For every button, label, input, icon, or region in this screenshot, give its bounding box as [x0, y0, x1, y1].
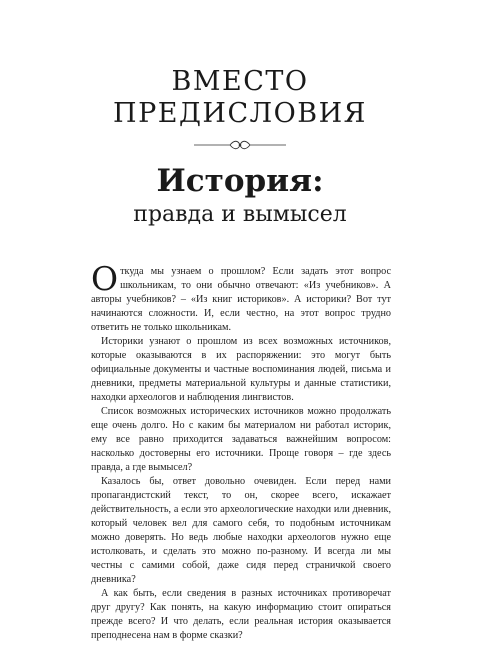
- paragraph-1-text: ткуда мы узнаем о прошлом? Если задать этот вопрос школьникам, то они обычно отвечают: «Из учебников». А авторы учебников? – «Из книг историков». А историки? Вот тут начинаются сложности. И, если честно, на этот вопрос трудно ответить не только школьникам.: [91, 266, 391, 333]
- paragraph-3: Список возможных исторических источников можно продолжать еще очень долго. Но с каким бы материалом ни работал историк, ему все равно приходится задаваться важнейшим вопросом: насколько достоверны его источники. Проще говоря – где здесь правда, а где вымысел?: [91, 406, 391, 473]
- body-text: [91, 259, 391, 643]
- section-title: История:: [156, 163, 324, 199]
- ornament-divider-icon: [194, 139, 286, 151]
- chapter-label-line1: ВМЕСТО: [171, 66, 309, 97]
- section-subtitle: правда и вымысел: [133, 202, 347, 227]
- paragraph-5: А как быть, если сведения в разных источниках противоречат друг другу? Как понять, на какую информацию стоит опираться прежде всего? И что делать, если реальная история оказывается преподнесена нам в форме сказки?: [91, 588, 391, 641]
- chapter-heading: [0, 66, 480, 229]
- paragraph-1: [91, 259, 391, 335]
- chapter-label-line2: ПРЕДИСЛОВИЯ: [113, 98, 367, 129]
- paragraph-4: Казалось бы, ответ довольно очевиден. Если перед нами пропагандистский текст, то он, скорее всего, искажает действительность, а если это археологические находки или дневник, который человек вел для самого себя, то подобным источникам можно доверять. Но ведь любые находки археологов нужно еще истолковать, и сделать это можно по-разному. И всегда ли мы честны с самими собой, даже сидя перед страничкой своего дневника?: [91, 476, 391, 585]
- drop-cap: О: [91, 259, 119, 298]
- paragraph-2: Историки узнают о прошлом из всех возможных источников, которые оказываются в их распоряжении: это могут быть официальные документы и частные воспоминания людей, письма и дневники, предметы материальной культуры и данные статистики, находки археологов и наблюдения лингвистов.: [91, 336, 391, 403]
